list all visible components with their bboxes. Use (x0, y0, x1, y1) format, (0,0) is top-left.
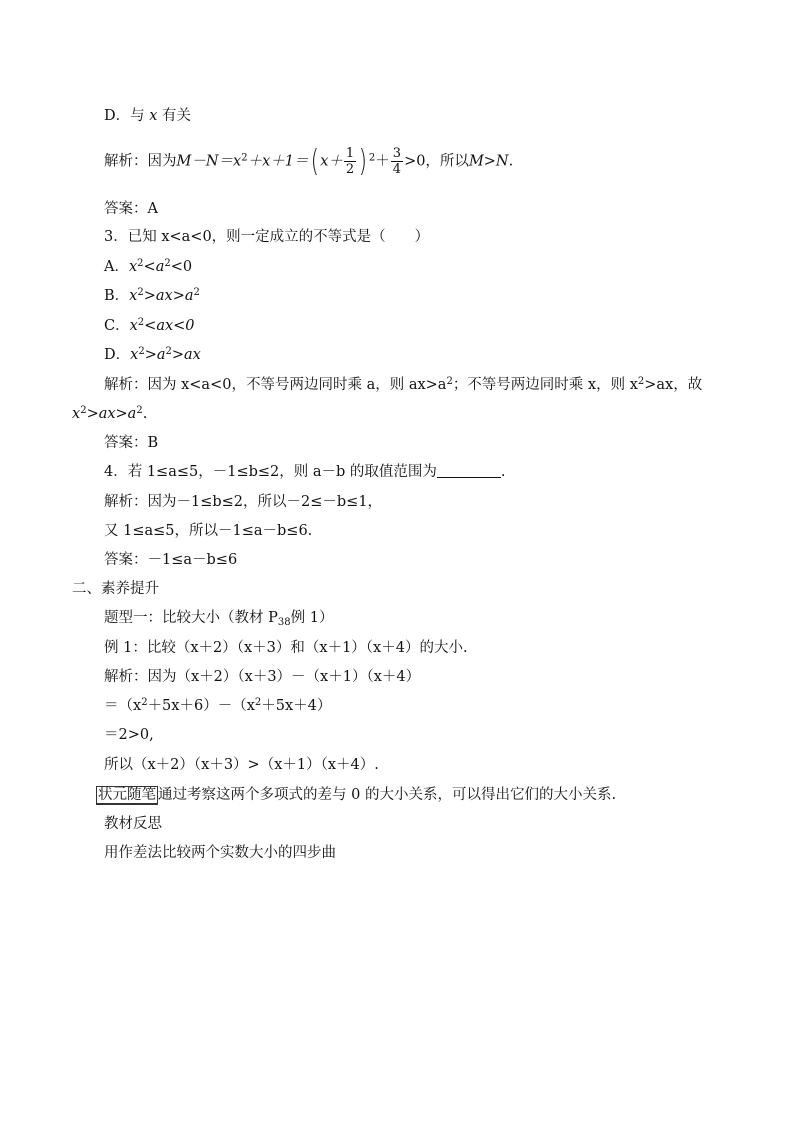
solution-4-line-2: 又 1≤a≤5，所以－1≤a－b≤6. (104, 523, 313, 539)
page-subscript: 38 (277, 617, 291, 628)
exponent: 2 (193, 287, 200, 298)
exponent: 2 (141, 697, 148, 708)
type-1-heading (104, 609, 333, 627)
exponent: 2 (368, 152, 376, 164)
math-expr: >a (144, 347, 166, 363)
q3-option-a (104, 258, 192, 276)
option-label: B． (104, 288, 130, 304)
numerator: 3 (392, 146, 402, 161)
denominator: 2 (345, 162, 355, 177)
solution-3-line-2 (72, 405, 147, 423)
exponent: 2 (165, 346, 172, 357)
exponent: 2 (164, 258, 171, 269)
solution-3-line-1 (104, 376, 702, 394)
q3-option-c (104, 317, 195, 335)
math-expr: >ax (171, 347, 201, 363)
example-1-sol-line-2 (104, 697, 331, 715)
punct: . (500, 464, 506, 480)
math-expr: ＋5x＋4） (261, 698, 332, 714)
example-1-sol-line-4: 所以（x＋2）（x＋3）>（x＋1）（x＋4）. (104, 757, 379, 773)
option-label: D． (104, 347, 131, 363)
exponent: 2 (137, 287, 144, 298)
exponent: 2 (136, 405, 143, 416)
left-paren: ( (310, 143, 319, 179)
math-var: x (129, 288, 138, 304)
example-1-sol-line-3: ＝2>0, (104, 727, 154, 743)
math-expr: ＋x＋1＝ (247, 153, 309, 170)
math-expr: <0 (170, 259, 193, 275)
note-text: 通过考察这两个多项式的差与 0 的大小关系，可以得出它们的大小关系. (158, 787, 617, 803)
method-title: 用作差法比较两个实数大小的四步曲 (104, 845, 336, 861)
note-line (96, 786, 616, 805)
math-text: >0，所以 (404, 153, 469, 170)
exponent: 2 (138, 346, 145, 357)
right-paren: ) (358, 143, 368, 179)
question-4-stem (104, 463, 506, 481)
punct: . (508, 153, 514, 170)
math-expr: ＝（x (104, 698, 142, 714)
solution-prefix: 解析：因为 (104, 153, 177, 170)
math-var: x (72, 406, 81, 422)
exponent: 2 (637, 376, 645, 387)
fraction-half (344, 146, 356, 177)
math-expr: <ax<0 (144, 318, 195, 334)
math-expr: <a (143, 259, 165, 275)
exponent: 2 (137, 258, 144, 269)
example-1: 例 1：比较（x＋2）（x＋3）和（x＋1）（x＋4）的大小. (104, 640, 468, 656)
question-3-stem: 3．已知 x<a<0，则一定成立的不等式是（ ） (104, 229, 430, 245)
solution-text: ；不等号两边同时乘 x，则 x (452, 377, 638, 393)
option-label: A． (104, 259, 129, 275)
question-text: 4．若 1≤a≤5，－1≤b≤2，则 a－b 的取值范围为 (104, 464, 437, 480)
numerator: 1 (345, 146, 355, 161)
option-label: D．与 (104, 108, 145, 124)
math-op: ＋ (375, 153, 390, 170)
q3-option-d (104, 346, 201, 364)
math-expr: >ax>a (86, 406, 137, 422)
math-expr: M>N (468, 153, 509, 170)
answer-1: 答案：A (104, 201, 158, 217)
fraction-three-quarters (391, 146, 403, 177)
math-var: x (149, 108, 158, 124)
solution-text: 解析：因为 x<a<0，不等号两边同时乘 a，则 ax>a (104, 377, 447, 393)
math-expr: x＋ (320, 153, 343, 170)
heading-text: 题型一：比较大小（教材 P (104, 610, 278, 626)
answer-blank[interactable] (437, 463, 501, 478)
denominator: 4 (392, 162, 402, 177)
math-var: x (129, 318, 138, 334)
solution-4-line-1: 解析：因为－1≤b≤2，所以－2≤－b≤1， (104, 494, 383, 510)
punct: . (142, 406, 148, 422)
exponent: 2 (254, 697, 262, 708)
example-1-sol-line-1: 解析：因为（x＋2）（x＋3）－（x＋1）（x＋4） (104, 669, 421, 685)
option-label: C． (104, 318, 130, 334)
math-expr: ＋5x＋6）－（x (147, 698, 255, 714)
solution-1-line (104, 143, 514, 179)
note-tag: 状元随笔 (98, 787, 156, 803)
solution-text: >ax，故 (644, 377, 703, 393)
exponent: 2 (446, 376, 453, 387)
math-expr: M－N＝x (176, 153, 242, 170)
math-var: x (130, 347, 139, 363)
exponent: 2 (241, 152, 248, 164)
exponent: 2 (137, 317, 145, 328)
exponent: 2 (80, 405, 87, 416)
option-d-line (104, 107, 191, 125)
q3-option-b (104, 287, 200, 305)
option-text: 有关 (162, 108, 192, 124)
answer-3: 答案：B (104, 435, 159, 451)
section-heading: 二、素养提升 (72, 581, 159, 597)
math-expr: >ax>a (143, 288, 194, 304)
reflection-heading: 教材反思 (104, 816, 162, 832)
heading-text: 例 1） (290, 610, 334, 626)
math-var: x (128, 259, 138, 275)
answer-4: 答案：－1≤a－b≤6 (104, 552, 238, 568)
